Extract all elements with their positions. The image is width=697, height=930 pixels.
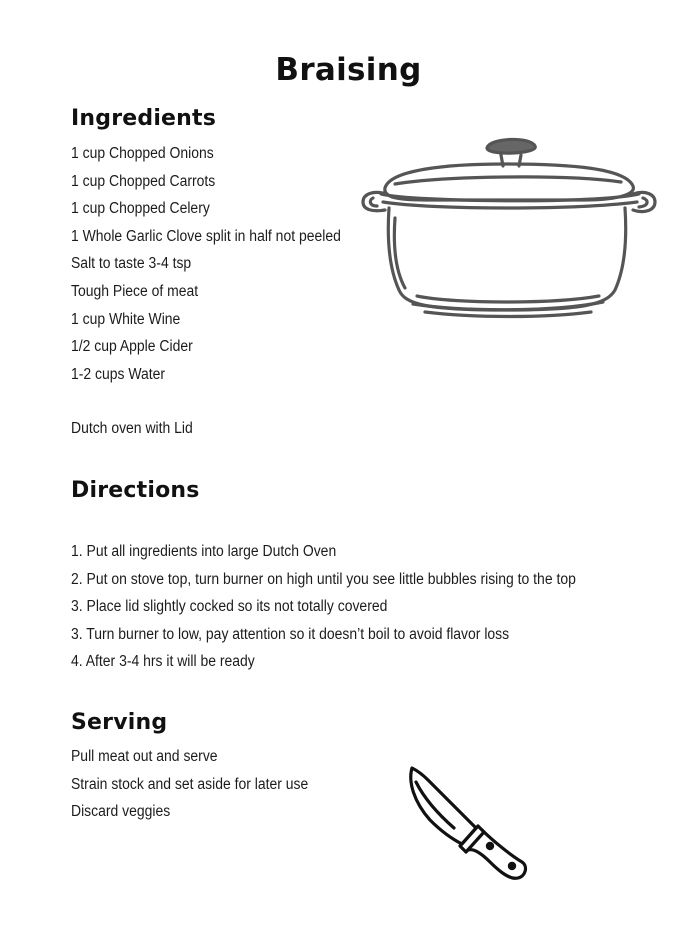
ingredient-item: 1 cup White Wine xyxy=(71,310,181,328)
ingredient-item: 1 cup Chopped Carrots xyxy=(71,172,216,190)
directions-heading: Directions xyxy=(71,478,200,503)
ingredient-item: Tough Piece of meat xyxy=(71,282,199,300)
serving-item: Discard veggies xyxy=(71,803,171,821)
page-title: Braising xyxy=(275,52,422,88)
serving-heading: Serving xyxy=(71,710,168,735)
ingredient-item: 1 cup Chopped Onions xyxy=(71,145,214,162)
ingredient-item: 1 Whole Garlic Clove split in half not peeled xyxy=(71,227,341,245)
serving-item: Pull meat out and serve xyxy=(71,748,218,765)
ingredients-list xyxy=(71,140,371,388)
direction-step: 2. Put on stove top, turn burner on high until you see little bubbles rising to the top xyxy=(71,570,576,588)
ingredient-item: 1-2 cups Water xyxy=(71,365,166,383)
ingredients-heading: Ingredients xyxy=(71,106,217,131)
kitchen-knife-icon xyxy=(404,762,532,884)
serving-list xyxy=(71,743,335,826)
dutch-oven-pot-icon xyxy=(355,128,660,324)
serving-item: Strain stock and set aside for later use xyxy=(71,775,309,793)
equipment-note: Dutch oven with Lid xyxy=(71,420,193,437)
direction-step: 3. Place lid slightly cocked so its not totally covered xyxy=(71,598,388,616)
direction-step: 1. Put all ingredients into large Dutch Oven xyxy=(71,543,337,560)
direction-step: 4. After 3-4 hrs it will be ready xyxy=(71,653,255,671)
directions-list xyxy=(71,538,632,676)
ingredient-item: 1 cup Chopped Celery xyxy=(71,200,210,218)
direction-step: 3. Turn burner to low, pay attention so it doesn’t boil to avoid flavor loss xyxy=(71,625,510,643)
ingredient-item: 1/2 cup Apple Cider xyxy=(71,338,193,356)
ingredient-item: Salt to taste 3-4 tsp xyxy=(71,255,192,273)
